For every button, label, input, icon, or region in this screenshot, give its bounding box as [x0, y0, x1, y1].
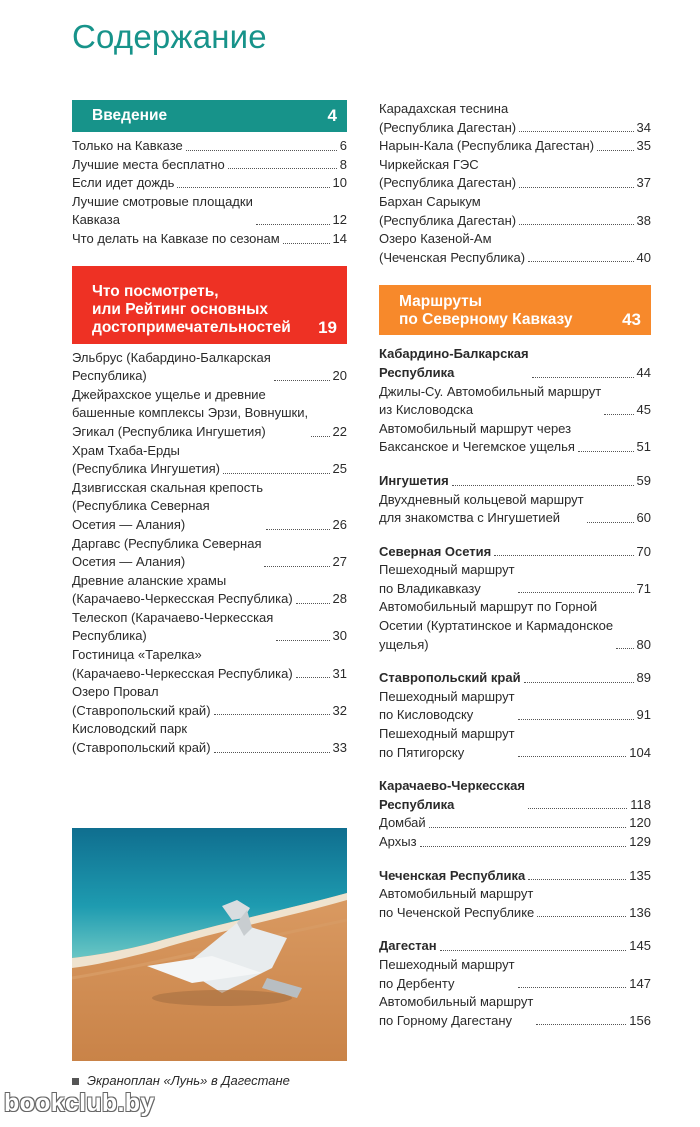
sights-entries	[72, 349, 347, 758]
toc-entry-page: 8	[339, 156, 347, 172]
toc-entry-title: Озеро Казеной-Ам (Чеченская Республика)	[379, 231, 526, 265]
toc-entry[interactable]	[379, 491, 651, 528]
dot-leader	[283, 243, 330, 244]
group-spacer	[379, 654, 651, 669]
toc-entry-title: Озеро Провал (Ставропольский край)	[72, 684, 211, 718]
section-header-sights[interactable]	[72, 266, 347, 344]
toc-entry-title: Дагестан	[379, 938, 437, 954]
routes-entries	[379, 345, 651, 1030]
toc-entry-page: 32	[332, 702, 347, 718]
dot-leader	[256, 224, 330, 225]
photo-caption-text: Экраноплан «Лунь» в Дагестане	[87, 1073, 290, 1088]
toc-entry-page: 135	[629, 867, 651, 883]
toc-entry-page: 136	[629, 904, 651, 920]
toc-entry-page: 14	[332, 230, 347, 246]
dot-leader	[519, 224, 633, 225]
toc-entry-page: 71	[636, 580, 651, 596]
toc-entry[interactable]	[72, 646, 347, 683]
toc-entry-page: 156	[629, 1012, 651, 1028]
toc-entry-title: Двухдневный кольцевой маршрут для знакомства с Ингушетией	[379, 491, 584, 526]
toc-entry-page: 38	[636, 212, 651, 228]
section-page: 4	[327, 106, 337, 125]
toc-entry[interactable]	[379, 833, 651, 852]
group-spacer	[379, 762, 651, 777]
toc-entry-title: Нарын-Кала (Республика Дагестан)	[379, 138, 595, 154]
dot-leader	[604, 414, 633, 415]
toc-entry-title: Чеченская Республика	[379, 867, 526, 883]
toc-entry[interactable]	[72, 683, 347, 720]
watermark: bookclub.by	[4, 1089, 155, 1117]
toc-entry[interactable]	[379, 885, 651, 922]
section-header-intro[interactable]	[72, 100, 347, 132]
toc-entry-title: Карачаево-Черкесская Республика	[379, 778, 525, 812]
toc-entry-page: 120	[629, 815, 651, 831]
dot-leader	[214, 714, 330, 715]
toc-entry[interactable]	[379, 383, 651, 420]
toc-entry-title: Автомобильный маршрут по Горному Дагестану	[379, 994, 534, 1028]
toc-entry-title: Гостиница «Тарелка» (Карачаево-Черкесская Республика)	[72, 647, 293, 681]
toc-entry-title: Автомобильный маршрут по Чеченской Республике	[379, 886, 535, 920]
toc-entry-page: 51	[636, 439, 651, 455]
toc-entry-title: Кабардино-Балкарская Республика	[379, 346, 529, 380]
toc-entry[interactable]	[379, 956, 651, 993]
dot-leader	[616, 648, 633, 649]
toc-entry[interactable]	[72, 156, 347, 175]
section-page: 43	[622, 310, 641, 330]
toc-entry-title: Джейрахское ущелье и древние башенные комплексы Эрзи, Вовнушки, Эгикал (Республика Ингушетия)	[72, 386, 309, 439]
dot-leader	[587, 522, 634, 523]
dot-leader	[536, 1024, 626, 1025]
toc-entry-title: Что делать на Кавказе по сезонам	[72, 230, 280, 246]
dot-leader	[420, 846, 627, 847]
dot-leader	[528, 808, 627, 809]
toc-entry-page: 44	[636, 364, 651, 380]
intro-entries	[72, 137, 347, 249]
dot-leader	[537, 916, 626, 917]
toc-entry-title: Пешеходный маршрут по Пятигорску	[379, 726, 515, 760]
toc-entry-title: Домбай	[379, 815, 426, 831]
dot-leader	[264, 566, 329, 567]
dot-leader	[228, 168, 337, 169]
toc-entry-title: Архыз	[379, 834, 417, 849]
toc-entry-page: 40	[636, 249, 651, 265]
dot-leader	[223, 473, 330, 474]
dot-leader	[519, 187, 633, 188]
group-spacer	[379, 528, 651, 543]
toc-entry[interactable]	[379, 598, 651, 654]
group-spacer	[379, 457, 651, 472]
bullet-square	[72, 1078, 79, 1085]
toc-entry[interactable]	[379, 688, 651, 725]
toc-entry-page: 80	[636, 636, 651, 652]
page-title: Содержание	[72, 18, 267, 55]
dot-leader	[597, 150, 633, 151]
toc-entry-title: Храм Тхаба-Ерды (Республика Ингушетия)	[72, 442, 220, 477]
dot-leader	[177, 187, 329, 188]
dot-leader	[518, 987, 627, 988]
dot-leader	[518, 756, 627, 757]
toc-entry[interactable]	[72, 572, 347, 609]
photo-caption	[72, 1073, 290, 1088]
toc-entry[interactable]	[72, 349, 347, 386]
toc-entry[interactable]	[72, 442, 347, 479]
toc-entry-page: 27	[332, 554, 347, 570]
dot-leader	[214, 752, 330, 753]
toc-entry-title: Эльбрус (Кабардино-Балкарская Республика)	[72, 349, 271, 384]
section-page: 19	[318, 317, 337, 337]
toc-entry-page: 26	[332, 516, 347, 532]
toc-region-heading[interactable]	[379, 345, 651, 382]
toc-region-heading[interactable]	[379, 669, 651, 688]
dot-leader	[266, 529, 330, 530]
toc-entry[interactable]	[379, 814, 651, 833]
group-spacer	[379, 922, 651, 937]
toc-region-heading[interactable]	[379, 777, 651, 814]
dot-leader	[519, 131, 633, 132]
toc-entry-page: 60	[636, 510, 651, 526]
toc-entry-page: 30	[332, 628, 347, 644]
toc-entry[interactable]	[379, 561, 651, 598]
dot-leader	[518, 592, 634, 593]
toc-entry-title: Кисловодский парк (Ставропольский край)	[72, 721, 211, 756]
dot-leader	[429, 827, 627, 828]
toc-entry-title: Автомобильный маршрут через Баксанское и Чегемское ущелья	[379, 420, 575, 455]
toc-entry-page: 129	[629, 834, 651, 849]
toc-entry-title: Если идет дождь	[72, 175, 175, 191]
toc-entry-page: 147	[629, 975, 651, 991]
toc-entry-page: 22	[332, 423, 347, 439]
dot-leader	[274, 380, 330, 381]
toc-entry-page: 6	[339, 138, 347, 153]
toc-entry[interactable]	[72, 609, 347, 646]
toc-entry[interactable]	[72, 230, 347, 249]
dot-leader	[440, 950, 627, 951]
toc-entry-title: Даргавс (Республика Северная Осетия — Алания)	[72, 535, 262, 570]
toc-entry-title: Только на Кавказе	[72, 138, 183, 153]
toc-left-column	[72, 100, 347, 758]
toc-entry-title: Лучшие места бесплатно	[72, 156, 225, 172]
toc-entry[interactable]	[379, 100, 651, 137]
toc-entry-page: 118	[630, 796, 651, 812]
toc-entry-page: 37	[636, 175, 651, 191]
dot-leader	[494, 555, 633, 556]
dot-leader	[524, 682, 634, 683]
toc-entry-page: 25	[332, 461, 347, 477]
section-header-routes[interactable]	[379, 285, 651, 335]
toc-entry-page: 91	[636, 707, 651, 723]
toc-entry-title: Ставропольский край	[379, 670, 521, 686]
ekranoplan-photo	[72, 828, 347, 1061]
toc-entry[interactable]	[379, 193, 651, 230]
toc-entry-title: Северная Осетия	[379, 543, 492, 559]
toc-entry[interactable]	[72, 479, 347, 535]
toc-region-heading[interactable]	[379, 472, 651, 491]
toc-entry-page: 33	[332, 740, 347, 756]
toc-entry-page: 89	[636, 670, 651, 686]
group-spacer	[379, 852, 651, 867]
toc-region-heading[interactable]	[379, 543, 651, 562]
dot-leader	[532, 377, 634, 378]
toc-entry-page: 104	[629, 744, 651, 760]
toc-entry-title: Карадахская теснина (Республика Дагестан)	[379, 101, 517, 135]
toc-entry-title: Пешеходный маршрут по Дербенту	[379, 956, 515, 991]
toc-entry-page: 12	[332, 212, 347, 228]
toc-entry[interactable]	[379, 230, 651, 267]
dot-leader	[296, 677, 330, 678]
toc-entry[interactable]	[379, 725, 651, 762]
dot-leader	[528, 879, 626, 880]
dot-leader	[578, 451, 634, 452]
toc-entry-title: Дзивгисская скальная крепость (Республика Северная Осетия — Алания)	[72, 479, 263, 532]
toc-entry[interactable]	[72, 535, 347, 572]
toc-entry[interactable]	[72, 386, 347, 442]
toc-entry-page: 20	[332, 368, 347, 384]
toc-entry[interactable]	[379, 993, 651, 1030]
dot-leader	[276, 640, 329, 641]
right-top-entries	[379, 100, 651, 267]
dot-leader	[518, 719, 634, 720]
toc-entry-title: Лучшие смотровые площадки Кавказа	[72, 193, 253, 228]
dot-leader	[528, 261, 633, 262]
toc-entry-title: Древние аланские храмы (Карачаево-Черкесская Республика)	[72, 572, 293, 607]
section-title: Введение	[92, 107, 168, 124]
toc-entry-title: Ингушетия	[379, 472, 449, 488]
toc-entry-page: 70	[636, 543, 651, 559]
toc-entry[interactable]	[379, 420, 651, 457]
toc-entry-page: 31	[332, 665, 347, 681]
toc-entry-page: 10	[332, 175, 347, 191]
toc-entry[interactable]	[72, 720, 347, 757]
toc-entry[interactable]	[72, 137, 347, 156]
toc-entry-title: Пешеходный маршрут по Владикавказу	[379, 562, 515, 596]
toc-right-column	[379, 100, 651, 1030]
dot-leader	[452, 485, 634, 486]
toc-entry-title: Бархан Сарыкум (Республика Дагестан)	[379, 193, 517, 228]
toc-entry-page: 35	[636, 138, 651, 154]
toc-entry-page: 59	[636, 472, 651, 488]
toc-entry-page: 34	[636, 119, 651, 135]
toc-entry[interactable]	[72, 174, 347, 193]
section-title: Что посмотреть, или Рейтинг основных достопримечательностей	[92, 282, 291, 336]
dot-leader	[311, 436, 329, 437]
toc-entry[interactable]	[379, 156, 651, 193]
section-title: Маршруты по Северному Кавказу	[399, 293, 573, 329]
toc-entry[interactable]	[379, 137, 651, 156]
toc-entry-page: 45	[636, 402, 651, 418]
toc-entry-title: Пешеходный маршрут по Кисловодску	[379, 688, 515, 723]
toc-entry-title: Чиркейская ГЭС (Республика Дагестан)	[379, 156, 517, 191]
toc-entry-title: Автомобильный маршрут по Горной Осетии (Куртатинское и Кармадонское ущелья)	[379, 599, 614, 652]
toc-region-heading[interactable]	[379, 867, 651, 886]
toc-entry[interactable]	[72, 193, 347, 230]
toc-entry-title: Телескоп (Карачаево-Черкесская Республика)	[72, 609, 274, 644]
toc-entry-page: 145	[629, 938, 651, 954]
toc-region-heading[interactable]	[379, 937, 651, 956]
dot-leader	[186, 150, 337, 151]
dot-leader	[296, 603, 330, 604]
toc-entry-page: 28	[332, 591, 347, 607]
toc-entry-title: Джилы-Су. Автомобильный маршрут из Кисловодска	[379, 383, 602, 418]
